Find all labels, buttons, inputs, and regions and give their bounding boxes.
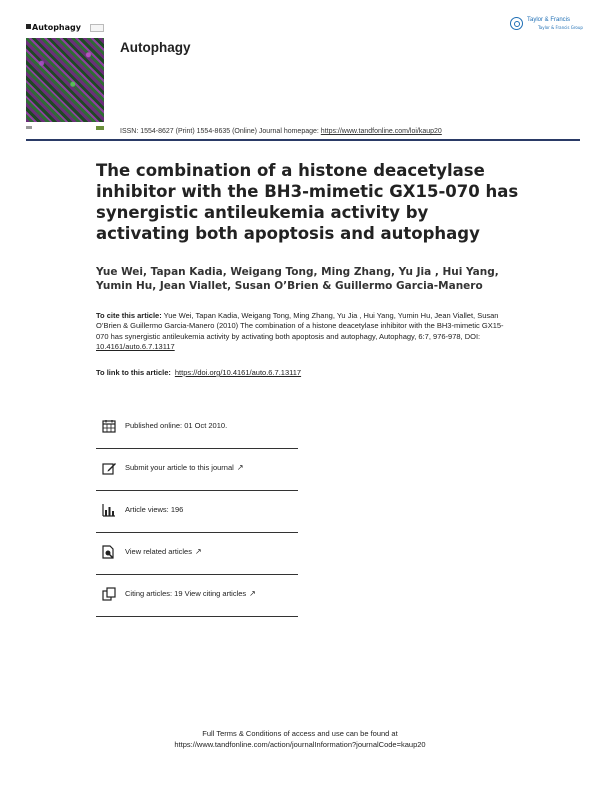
citation-text: Yue Wei, Tapan Kadia, Weigang Tong, Ming Zhang, Yu Jia , Hui Yang, Yumin Hu, Jean Viallet, Susan O’Brien & Guillermo Garcia-Manero (2010) The combination of a histone deacetylase inhibitor with the BH3-mimetic GX15-070 has synergistic antileukemia activity by activating both apoptosis and autophagy, Autophagy, 6:7, 976-978, DOI: [96, 311, 504, 341]
article-authors: Yue Wei, Tapan Kadia, Weigang Tong, Ming Zhang, Yu Jia , Hui Yang, Yumin Hu, Jean Viallet, Susan O’Brien & Guillermo Garcia-Manero [96, 266, 499, 292]
journal-homepage-link[interactable]: https://www.tandfonline.com/loi/kaup20 [320, 128, 442, 135]
citing-articles-item[interactable] [96, 575, 298, 617]
related-articles-label[interactable]: View related articles ↗ [125, 547, 202, 556]
article-info-list [96, 407, 298, 617]
edit-icon [102, 461, 116, 475]
footer-terms-link[interactable]: https://www.tandfonline.com/action/journalInformation?journalCode=kaup20 [174, 739, 426, 749]
cover-title: Autophagy [26, 22, 104, 33]
cover-logo [96, 126, 104, 130]
citation-label: To cite this article: [96, 311, 162, 320]
submit-article-item[interactable] [96, 449, 298, 491]
header-divider [26, 139, 580, 141]
published-online-label: Published online: 01 Oct 2010. [125, 421, 228, 430]
doi-link[interactable]: 10.4161/auto.6.7.13117 [96, 342, 175, 352]
publisher-sub: Taylor & Francis Group [538, 25, 583, 30]
cover-image [26, 38, 104, 122]
submit-article-label[interactable]: Submit your article to this journal ↗ [125, 463, 244, 472]
article-doi-link[interactable]: https://doi.org/10.4161/auto.6.7.13117 [174, 368, 302, 377]
cover-badge [90, 24, 104, 32]
citing-articles-label[interactable]: Citing articles: 19 View citing articles ↗ [125, 589, 256, 598]
published-online-item [96, 407, 298, 449]
article-views-label: Article views: 196 [125, 505, 184, 514]
link-line [96, 368, 301, 377]
article-views-item [96, 491, 298, 533]
bar-chart-icon [102, 503, 116, 517]
footer [0, 729, 600, 750]
issn-line [120, 128, 442, 135]
footer-terms: Full Terms & Conditions of access and use can be found at [202, 729, 398, 738]
publisher-logo-icon [510, 17, 523, 30]
external-link-icon: ↗ [194, 547, 202, 556]
calendar-icon [102, 419, 116, 433]
journal-cover [26, 22, 104, 130]
publisher-logo [510, 16, 584, 34]
link-label: To link to this article: [96, 368, 171, 377]
citing-icon [102, 587, 116, 601]
publisher-name: Taylor & Francis [527, 17, 571, 23]
journal-name: Autophagy [120, 40, 191, 55]
article-title: The combination of a histone deacetylase inhibitor with the BH3-mimetic GX15-070 has synergistic antileukemia activity by activating both apoptosis and autophagy [96, 161, 519, 243]
cover-mark [26, 126, 32, 129]
search-document-icon [102, 545, 116, 559]
issn-text: ISSN: 1554-8627 (Print) 1554-8635 (Online) Journal homepage: [120, 128, 321, 135]
related-articles-item[interactable] [96, 533, 298, 575]
external-link-icon: ↗ [249, 589, 256, 598]
external-link-icon: ↗ [236, 463, 244, 472]
citation-block [96, 311, 516, 353]
